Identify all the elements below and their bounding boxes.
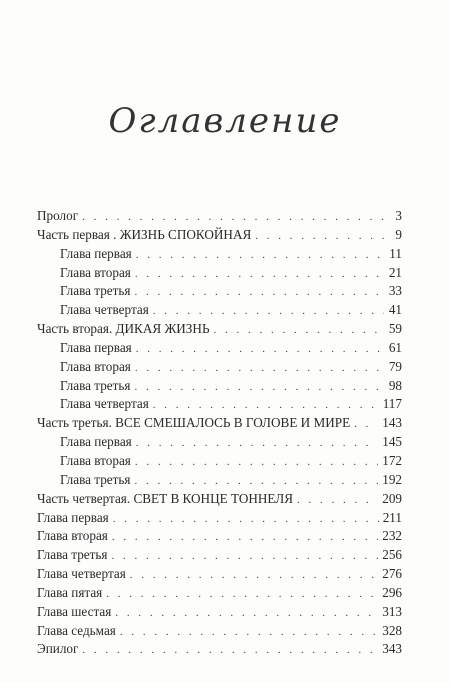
- toc-page-number: 211: [379, 509, 402, 528]
- toc-dot-leader: [153, 396, 379, 414]
- toc-dot-leader: [134, 378, 384, 396]
- toc-page-number: 172: [378, 452, 402, 471]
- toc-part-row: [37, 207, 402, 226]
- toc-page-number: 59: [384, 320, 402, 339]
- toc-page-number: 232: [378, 527, 402, 546]
- toc-entry-label: Глава четвертая: [37, 565, 130, 584]
- toc-entry-label: Часть вторая. ДИКАЯ ЖИЗНЬ: [37, 320, 214, 339]
- toc-part-row: [37, 320, 402, 339]
- toc-chapter-row: [37, 452, 402, 471]
- toc-entry-label: Глава четвертая: [37, 301, 153, 320]
- toc-page-number: 145: [378, 433, 402, 452]
- toc-dot-leader: [115, 604, 378, 622]
- toc-dot-leader: [214, 321, 384, 339]
- toc-dot-leader: [297, 491, 378, 509]
- toc-dot-leader: [130, 566, 378, 584]
- toc-part-row: [37, 527, 402, 546]
- toc-page-number: 209: [378, 490, 402, 509]
- toc-page-number: 117: [379, 395, 402, 414]
- toc-entry-label: Пролог: [37, 207, 82, 226]
- toc-entry-label: Глава третья: [37, 471, 134, 490]
- toc-dot-leader: [354, 415, 378, 433]
- toc-dot-leader: [153, 302, 384, 320]
- toc-entry-label: Глава седьмая: [37, 622, 120, 641]
- toc-page-number: 21: [384, 264, 402, 283]
- toc-page-number: 328: [378, 622, 402, 641]
- toc-page-number: 276: [378, 565, 402, 584]
- toc-chapter-row: [37, 471, 402, 490]
- toc-part-row: [37, 509, 402, 528]
- toc-dot-leader: [136, 246, 384, 264]
- toc-dot-leader: [135, 359, 384, 377]
- toc-page-number: 143: [378, 414, 402, 433]
- toc-dot-leader: [135, 453, 378, 471]
- toc-entry-label: Глава вторая: [37, 358, 135, 377]
- toc-page-number: 296: [378, 584, 402, 603]
- toc-part-row: [37, 640, 402, 659]
- toc-part-row: [37, 546, 402, 565]
- toc-dot-leader: [136, 340, 384, 358]
- toc-dot-leader: [82, 208, 384, 226]
- toc-entry-label: Глава третья: [37, 282, 134, 301]
- toc-chapter-row: [37, 264, 402, 283]
- toc-chapter-row: [37, 433, 402, 452]
- toc-chapter-row: [37, 377, 402, 396]
- toc-entry-label: Глава первая: [37, 339, 136, 358]
- toc-dot-leader: [106, 585, 378, 603]
- toc-entry-label: Часть четвертая. СВЕТ В КОНЦЕ ТОННЕЛЯ: [37, 490, 297, 509]
- toc-dot-leader: [120, 623, 378, 641]
- toc-dot-leader: [136, 434, 378, 452]
- toc-page-number: 41: [384, 301, 402, 320]
- toc-part-row: [37, 584, 402, 603]
- toc-entry-label: Глава первая: [37, 245, 136, 264]
- toc-dot-leader: [111, 547, 378, 565]
- toc-entry-label: Глава вторая: [37, 264, 135, 283]
- toc-entry-label: Глава четвертая: [37, 395, 153, 414]
- toc-entry-label: Эпилог: [37, 640, 82, 659]
- toc-page-number: 79: [384, 358, 402, 377]
- toc-part-row: [37, 226, 402, 245]
- table-of-contents: [37, 207, 402, 659]
- toc-entry-label: Глава третья: [37, 377, 134, 396]
- toc-entry-label: Глава третья: [37, 546, 111, 565]
- toc-page-number: 256: [378, 546, 402, 565]
- toc-dot-leader: [255, 227, 384, 245]
- toc-dot-leader: [134, 472, 378, 490]
- toc-page-number: 61: [384, 339, 402, 358]
- toc-entry-label: Глава вторая: [37, 452, 135, 471]
- toc-entry-label: Часть третья. ВСЕ СМЕШАЛОСЬ В ГОЛОВЕ И МИРЕ: [37, 414, 354, 433]
- toc-dot-leader: [82, 641, 378, 659]
- toc-chapter-row: [37, 301, 402, 320]
- toc-entry-label: Глава шестая: [37, 603, 115, 622]
- toc-part-row: [37, 490, 402, 509]
- toc-entry-label: Глава первая: [37, 509, 113, 528]
- toc-chapter-row: [37, 395, 402, 414]
- page-title: Оглавление: [108, 101, 342, 141]
- toc-dot-leader: [113, 510, 379, 528]
- toc-dot-leader: [112, 528, 378, 546]
- toc-part-row: [37, 622, 402, 641]
- toc-dot-leader: [135, 265, 384, 283]
- toc-chapter-row: [37, 245, 402, 264]
- toc-dot-leader: [134, 283, 384, 301]
- toc-entry-label: Глава первая: [37, 433, 136, 452]
- toc-entry-label: Глава пятая: [37, 584, 106, 603]
- toc-chapter-row: [37, 358, 402, 377]
- toc-page-number: 33: [384, 282, 402, 301]
- toc-page-number: 192: [378, 471, 402, 490]
- toc-chapter-row: [37, 282, 402, 301]
- toc-page-number: 98: [384, 377, 402, 396]
- toc-part-row: [37, 603, 402, 622]
- toc-page-number: 313: [378, 603, 402, 622]
- toc-part-row: [37, 414, 402, 433]
- toc-page-number: 3: [384, 207, 402, 226]
- toc-entry-label: Часть первая . ЖИЗНЬ СПОКОЙНАЯ: [37, 226, 255, 245]
- toc-page-number: 11: [384, 245, 402, 264]
- toc-part-row: [37, 565, 402, 584]
- toc-page-number: 9: [384, 226, 402, 245]
- toc-chapter-row: [37, 339, 402, 358]
- toc-page-number: 343: [378, 640, 402, 659]
- toc-entry-label: Глава вторая: [37, 527, 112, 546]
